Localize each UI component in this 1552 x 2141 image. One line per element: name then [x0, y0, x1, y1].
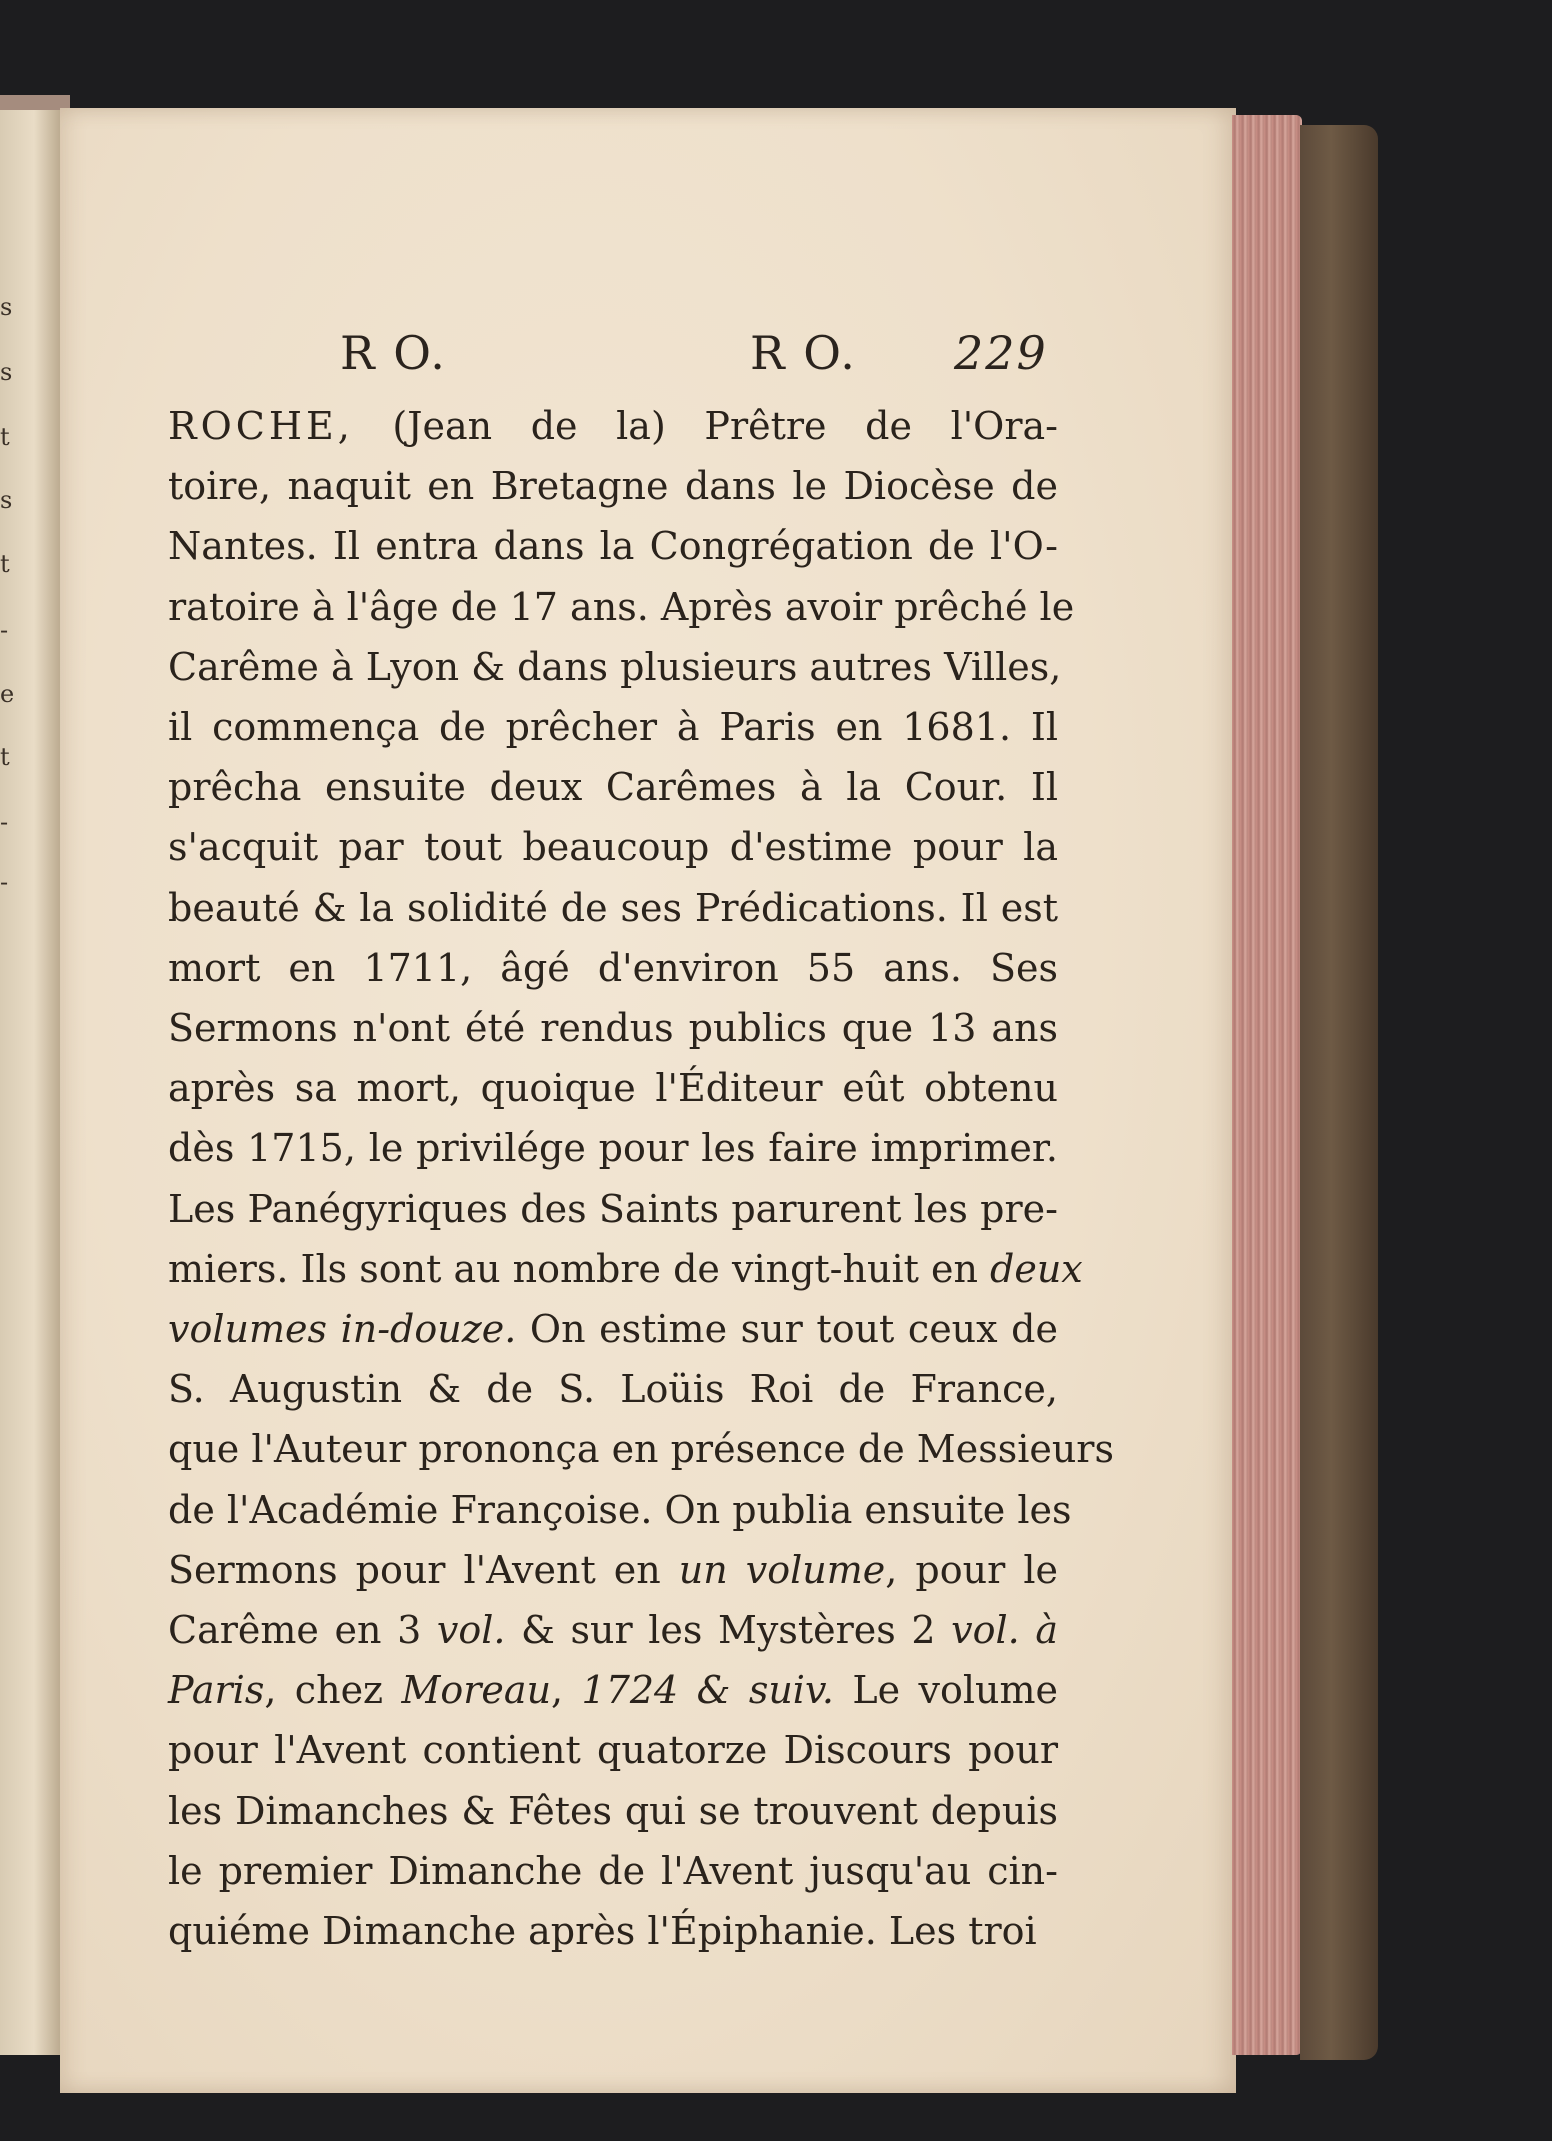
- text-line: [168, 1299, 1058, 1359]
- text-run: , pour le: [885, 1547, 1058, 1592]
- text-line: [168, 697, 1058, 757]
- left-margin-glyph: -: [0, 868, 9, 896]
- left-margin-glyph: s: [0, 293, 13, 321]
- text-line: [168, 1600, 1058, 1660]
- text-run: Le volume: [834, 1668, 1058, 1713]
- text-line: [168, 1540, 1058, 1600]
- text-run: dès 1715, le privilége pour les faire imprimer.: [168, 1126, 1058, 1171]
- text-run: quiéme Dimanche après l'Épiphanie. Les troi: [168, 1909, 1037, 1954]
- text-line: [168, 396, 1058, 456]
- text-run: après sa mort, quoique l'Éditeur eût obtenu: [168, 1066, 1058, 1111]
- text-run: pour l'Avent contient quatorze Discours pour: [168, 1728, 1058, 1773]
- text-line: [168, 1359, 1058, 1419]
- text-line: [168, 1419, 1114, 1479]
- text-line: [168, 998, 1058, 1058]
- text-line: [168, 1841, 1058, 1901]
- left-margin-glyph: t: [0, 550, 10, 578]
- text-line: [168, 1058, 1058, 1118]
- text-line: [168, 878, 1058, 938]
- text-run: beauté & la solidité de ses Prédications. Il est: [168, 885, 1058, 930]
- italic-run: 1724 & suiv.: [581, 1668, 834, 1713]
- left-margin-glyph: t: [0, 423, 10, 451]
- text-line: [168, 516, 1058, 576]
- text-line: [168, 938, 1058, 998]
- italic-run: Paris: [168, 1668, 265, 1713]
- left-margin-glyph: -: [0, 808, 9, 836]
- text-run: Nantes. Il entra dans la Congrégation de l'O-: [168, 524, 1058, 569]
- text-run: ,: [551, 1668, 582, 1713]
- text-line: [168, 1720, 1058, 1780]
- italic-run: Moreau: [401, 1668, 552, 1713]
- text-line: [168, 817, 1058, 877]
- italic-run: vol. à: [951, 1608, 1059, 1653]
- text-run: miers. Ils sont au nombre de vingt-huit en: [168, 1246, 991, 1291]
- italic-run: deux: [990, 1246, 1083, 1291]
- text-line: [168, 1239, 1083, 1299]
- body-text: [168, 396, 1114, 1961]
- text-run: Carême en 3: [168, 1608, 437, 1653]
- text-run: le premier Dimanche de l'Avent jusqu'au cin-: [168, 1848, 1058, 1893]
- text-run: & sur les Mystères 2: [505, 1608, 952, 1653]
- text-run: mort en 1711, âgé d'environ 55 ans. Ses: [168, 945, 1058, 990]
- page-number: 229: [954, 326, 1048, 380]
- text-run: ratoire à l'âge de 17 ans. Après avoir prêché le: [168, 584, 1075, 629]
- running-head-left: R O.: [340, 326, 447, 380]
- text-run: S. Augustin & de S. Loüis Roi de France,: [168, 1367, 1058, 1412]
- text-line: [168, 1901, 1058, 1961]
- left-page-fragment: [0, 110, 64, 2055]
- text-run: que l'Auteur prononça en présence de Messieurs: [168, 1427, 1114, 1472]
- right-page: [60, 108, 1236, 2093]
- text-run: de l'Académie Françoise. On publia ensuite les: [168, 1487, 1072, 1532]
- running-head-right: R O.: [750, 326, 857, 380]
- text-run: Les Panégyriques des Saints parurent les pre-: [168, 1186, 1058, 1231]
- left-margin-glyph: t: [0, 743, 10, 771]
- left-margin-glyph: s: [0, 486, 13, 514]
- text-run: s'acquit par tout beaucoup d'estime pour la: [168, 825, 1058, 870]
- text-line: [168, 757, 1058, 817]
- italic-run: volumes in-douze.: [168, 1307, 517, 1352]
- left-margin-glyph: e: [0, 680, 15, 708]
- text-line: [168, 456, 1058, 516]
- text-line: [168, 1179, 1058, 1239]
- text-run: prêcha ensuite deux Carêmes à la Cour. Il: [168, 765, 1058, 810]
- text-line: [168, 577, 1075, 637]
- text-run: , chez: [264, 1668, 402, 1713]
- text-run: les Dimanches & Fêtes qui se trouvent depuis: [168, 1788, 1058, 1833]
- page-edges: [1232, 115, 1302, 2055]
- text-run: (Jean de la) Prêtre de l'Ora-: [353, 404, 1058, 448]
- right-cover: [1300, 125, 1378, 2060]
- text-run: Carême à Lyon & dans plusieurs autres Villes,: [168, 644, 1062, 689]
- italic-run: un volume: [678, 1547, 886, 1592]
- text-run: il commença de prêcher à Paris en 1681. Il: [168, 705, 1058, 750]
- text-line: [168, 1660, 1058, 1720]
- left-margin-glyph: s: [0, 358, 13, 386]
- text-line: [168, 1781, 1058, 1841]
- text-run: toire, naquit en Bretagne dans le Diocèse de: [168, 464, 1058, 509]
- text-line: [168, 1480, 1072, 1540]
- running-head: [60, 326, 1236, 386]
- text-run: On estime sur tout ceux de: [516, 1307, 1058, 1352]
- text-line: [168, 637, 1062, 697]
- text-run: Sermons n'ont été rendus publics que 13 ans: [168, 1006, 1058, 1051]
- text-run: Sermons pour l'Avent en: [168, 1547, 679, 1592]
- italic-run: vol.: [436, 1608, 506, 1653]
- text-line: [168, 1118, 1058, 1178]
- text-run: ROCHE,: [168, 404, 354, 448]
- left-margin-glyph: -: [0, 616, 9, 644]
